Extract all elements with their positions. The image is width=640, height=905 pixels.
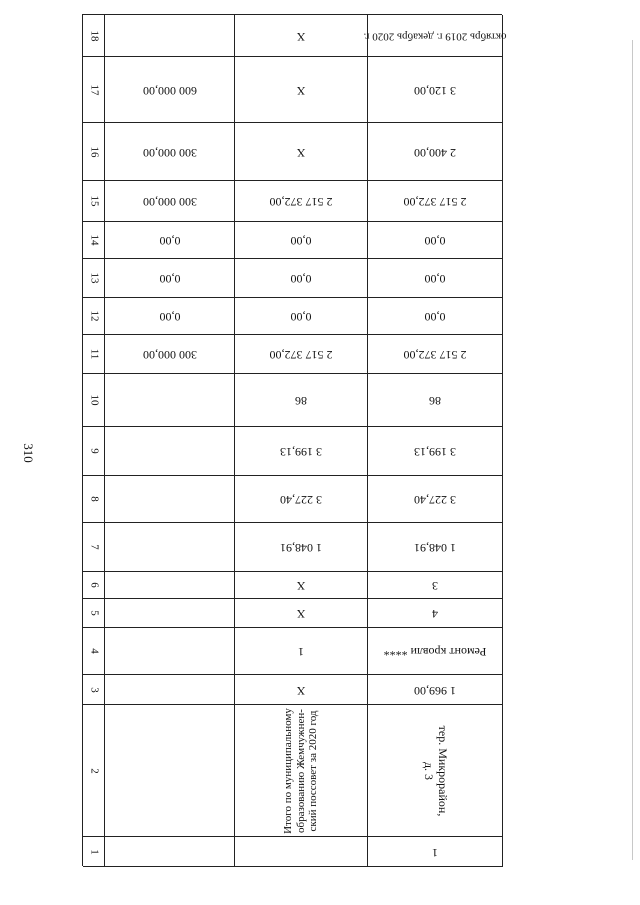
cell-text: X [296, 578, 306, 593]
cell-text: 3 [432, 578, 438, 593]
column-number-4 [83, 628, 105, 675]
cell-text: 86 [295, 393, 307, 408]
cell-text: 0,00 [424, 309, 446, 324]
column-number-2 [83, 705, 105, 837]
column-number: 3 [87, 686, 100, 693]
extra-row-col-11 [105, 335, 235, 374]
column-number-1 [83, 837, 105, 867]
table-band-col-17 [83, 57, 502, 123]
extra-row-col-13 [105, 259, 235, 298]
extra-row-col-10 [105, 374, 235, 427]
cell-text: 2 517 372,00 [403, 347, 467, 362]
table-band-col-11 [83, 335, 502, 374]
data-row-col-2 [368, 705, 503, 837]
extra-row-col-9 [105, 427, 235, 476]
cell-text: 0,00 [290, 309, 312, 324]
cell-text: 3 227,40 [280, 492, 322, 507]
cell-text: 0,00 [159, 309, 180, 324]
summary-row-col-8 [235, 476, 368, 523]
column-number: 13 [87, 272, 100, 284]
column-number: 11 [87, 348, 100, 360]
data-row-col-4 [368, 628, 503, 675]
cell-text: 3 120,00 [414, 83, 456, 98]
cell-text: 1 969,00 [414, 683, 456, 698]
table-band-col-12 [83, 298, 502, 335]
data-row-col-11 [368, 335, 503, 374]
cell-text: 3 227,40 [414, 492, 456, 507]
cell-text: 300 000,00 [142, 194, 197, 209]
column-number: 18 [87, 30, 100, 41]
summary-row-col-2 [235, 705, 368, 837]
extra-row-col-18 [105, 15, 235, 57]
table-band-col-14 [83, 222, 502, 259]
column-number: 16 [87, 146, 100, 157]
cell-text: X [296, 145, 306, 160]
table-band-col-2 [83, 705, 502, 837]
data-row-col-6 [368, 572, 503, 599]
extra-row-col-1 [105, 837, 235, 867]
cell-text: Ремонт кровли **** [383, 644, 487, 659]
cell-text: 3 199,13 [280, 444, 322, 459]
column-number-11 [83, 335, 105, 374]
column-number: 15 [87, 195, 100, 207]
extra-row-col-5 [105, 599, 235, 628]
column-number: 17 [87, 84, 100, 95]
cell-text: тер. Микрорайон, д. 3 [422, 725, 450, 816]
table-band-col-3 [83, 675, 502, 705]
cell-text: X [296, 83, 306, 98]
summary-row-col-11 [235, 335, 368, 374]
data-row-col-3 [368, 675, 503, 705]
data-row-col-12 [368, 298, 503, 335]
cell-text: 600 000,00 [142, 83, 197, 98]
table-band-col-15 [83, 181, 502, 222]
column-number: 14 [87, 234, 100, 246]
column-number-5 [83, 599, 105, 628]
cell-text: 4 [432, 606, 438, 621]
column-number-10 [83, 374, 105, 427]
summary-row-col-7 [235, 523, 368, 572]
cell-text: 2 517 372,00 [403, 194, 467, 209]
data-row-col-18 [363, 15, 507, 57]
cell-text: 1 048,91 [280, 540, 322, 555]
summary-row-col-12 [235, 298, 368, 335]
extra-row-col-15 [105, 181, 235, 222]
data-row-col-1 [368, 837, 503, 867]
data-row-col-10 [368, 374, 503, 427]
table-band-col-7 [83, 523, 502, 572]
summary-row-col-5 [235, 599, 368, 628]
data-row-col-14 [368, 222, 503, 259]
table-band-col-18 [83, 15, 507, 57]
column-number-17 [83, 57, 105, 123]
extra-row-col-4 [105, 628, 235, 675]
summary-row-col-13 [235, 259, 368, 298]
column-number: 5 [87, 610, 100, 616]
extra-row-col-8 [105, 476, 235, 523]
column-number-16 [83, 123, 105, 181]
cell-text: 1 [432, 845, 438, 860]
column-number-9 [83, 427, 105, 476]
column-number-14 [83, 222, 105, 259]
cell-text: X [296, 606, 306, 621]
column-number-13 [83, 259, 105, 298]
cell-text: 0,00 [159, 271, 180, 286]
extra-row-col-7 [105, 523, 235, 572]
extra-row-col-3 [105, 675, 235, 705]
data-row-col-17 [368, 57, 503, 123]
data-row-col-7 [368, 523, 503, 572]
cell-text: 0,00 [290, 233, 312, 248]
extra-row-col-2 [105, 705, 235, 837]
column-number-15 [83, 181, 105, 222]
extra-row-col-17 [105, 57, 235, 123]
cell-text: 3 199,13 [414, 444, 456, 459]
column-number-18 [83, 15, 105, 57]
summary-row-col-15 [235, 181, 368, 222]
cell-text: 300 000,00 [142, 347, 197, 362]
column-number: 2 [87, 767, 100, 774]
data-row-col-5 [368, 599, 503, 628]
cell-text: 2 517 372,00 [269, 347, 333, 362]
cell-text: 0,00 [159, 233, 180, 248]
cell-text: октябрь 2019 г. декабрь 2020 г. [363, 29, 507, 42]
extra-row-col-14 [105, 222, 235, 259]
data-row-col-15 [368, 181, 503, 222]
scan-edge-artifact [632, 40, 633, 860]
table-band-col-1 [83, 837, 502, 867]
summary-row-col-9 [235, 427, 368, 476]
column-number: 6 [87, 582, 100, 588]
table-band-col-6 [83, 572, 502, 599]
column-number: 7 [87, 544, 100, 550]
data-row-col-9 [368, 427, 503, 476]
table-band-col-13 [83, 259, 502, 298]
column-number-12 [83, 298, 105, 335]
cell-text: 0,00 [424, 233, 446, 248]
column-number-6 [83, 572, 105, 599]
summary-row-col-1 [235, 837, 368, 867]
summary-row-col-18 [235, 15, 368, 57]
cell-text: 1 048,91 [414, 540, 456, 555]
column-number: 12 [87, 310, 100, 322]
table-band-col-10 [83, 374, 502, 427]
column-number-3 [83, 675, 105, 705]
column-number: 4 [87, 648, 100, 654]
extra-row-col-16 [105, 123, 235, 181]
summary-row-col-16 [235, 123, 368, 181]
summary-row-col-4 [235, 628, 368, 675]
column-number-8 [83, 476, 105, 523]
column-number: 1 [87, 848, 100, 855]
table-band-col-9 [83, 427, 502, 476]
table-band-col-8 [83, 476, 502, 523]
cell-text: 300 000,00 [142, 145, 197, 160]
table-band-col-16 [83, 123, 502, 181]
cell-text: 2 517 372,00 [269, 194, 333, 209]
cell-text: 0,00 [424, 271, 446, 286]
cell-text: Итого по муниципальному образованию Жемчужнен- ский поссовет за 2020 год [282, 707, 320, 834]
extra-row-col-6 [105, 572, 235, 599]
column-number: 9 [87, 448, 100, 454]
cell-text: X [296, 683, 306, 698]
table-band-col-4 [83, 628, 502, 675]
summary-row-col-3 [235, 675, 368, 705]
summary-row-col-10 [235, 374, 368, 427]
summary-row-col-14 [235, 222, 368, 259]
cell-text: 86 [429, 393, 441, 408]
cell-text: 2 400,00 [414, 145, 456, 160]
column-number-7 [83, 523, 105, 572]
cell-text: 1 [298, 644, 304, 659]
data-row-col-16 [368, 123, 503, 181]
cell-text: X [296, 29, 306, 44]
table-band-col-5 [83, 599, 502, 628]
page-number: 310 [21, 443, 36, 463]
extra-row-col-12 [105, 298, 235, 335]
summary-row-col-6 [235, 572, 368, 599]
rotated-data-table [82, 14, 507, 866]
column-number: 10 [87, 394, 100, 406]
cell-text: 0,00 [290, 271, 312, 286]
data-row-col-13 [368, 259, 503, 298]
column-number: 8 [87, 496, 100, 502]
summary-row-col-17 [235, 57, 368, 123]
data-row-col-8 [368, 476, 503, 523]
